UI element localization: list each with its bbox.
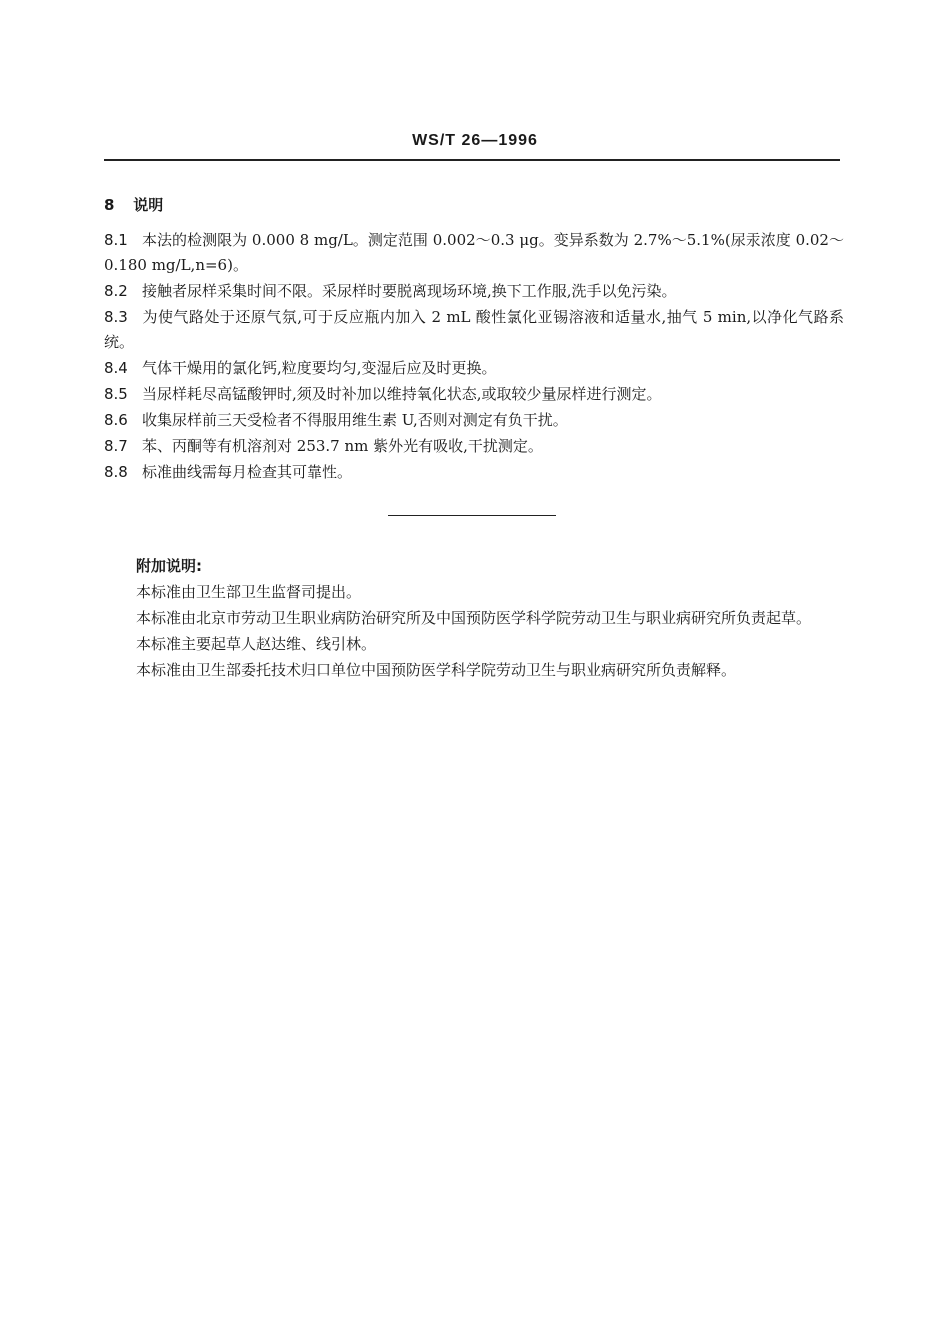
- note-text: 苯、丙酮等有机溶剂对 253.7 nm 紫外光有吸收,干扰测定。: [142, 437, 543, 455]
- addendum-paragraph: 本标准由卫生部委托技术归口单位中国预防医学科学院劳动卫生与职业病研究所负责解释。: [136, 661, 737, 679]
- note-item: [104, 228, 844, 278]
- addendum-paragraph: 本标准由北京市劳动卫生职业病防治研究所及中国预防医学科学院劳动卫生与职业病研究所负责起草。: [136, 609, 812, 627]
- note-number: 8.5: [104, 385, 128, 403]
- section-number: 8: [104, 196, 115, 214]
- addendum-paragraph: 本标准由卫生部卫生监督司提出。: [136, 583, 362, 601]
- standard-code-header: WS/T 26—1996: [412, 132, 538, 149]
- note-number: 8.1: [104, 231, 128, 249]
- note-number: 8.8: [104, 463, 128, 481]
- note-number: 8.7: [104, 437, 128, 455]
- note-text: 标准曲线需每月检查其可靠性。: [142, 463, 353, 481]
- note-text: 气体干燥用的氯化钙,粒度要均匀,变湿后应及时更换。: [142, 359, 497, 377]
- note-text: 本法的检测限为 0.000 8 mg/L。测定范围 0.002～0.3 μg。变异系数为 2.7%～5.1%(尿汞浓度 0.02～0.180 mg/L,n=6)。: [104, 231, 844, 274]
- note-text: 当尿样耗尽高锰酸钾时,须及时补加以维持氧化状态,或取较少量尿样进行测定。: [142, 385, 662, 403]
- note-item: [104, 279, 844, 304]
- note-item: [104, 408, 844, 433]
- addendum: [104, 554, 844, 684]
- end-rule: [388, 515, 556, 516]
- section-heading: [104, 194, 163, 215]
- addendum-paragraph: 本标准主要起草人赵达维、线引林。: [136, 635, 377, 653]
- note-item: [104, 460, 844, 485]
- note-item: [104, 434, 844, 459]
- note-number: 8.2: [104, 282, 128, 300]
- note-item: [104, 382, 844, 407]
- note-text: 接触者尿样采集时间不限。采尿样时要脱离现场环境,换下工作服,洗手以免污染。: [142, 282, 677, 300]
- section-title: 说明: [133, 196, 164, 214]
- header-rule: [104, 159, 840, 161]
- note-item: [104, 305, 844, 355]
- note-text: 为使气路处于还原气氛,可于反应瓶内加入 2 mL 酸性氯化亚锡溶液和适量水,抽气 5 min,以净化气路系统。: [104, 308, 844, 351]
- note-number: 8.4: [104, 359, 128, 377]
- note-number: 8.6: [104, 411, 128, 429]
- notes-list: [104, 228, 844, 486]
- note-text: 收集尿样前三天受检者不得服用维生素 U,否则对测定有负干扰。: [142, 411, 568, 429]
- note-item: [104, 356, 844, 381]
- note-number: 8.3: [104, 308, 128, 326]
- addendum-title: 附加说明:: [136, 557, 202, 575]
